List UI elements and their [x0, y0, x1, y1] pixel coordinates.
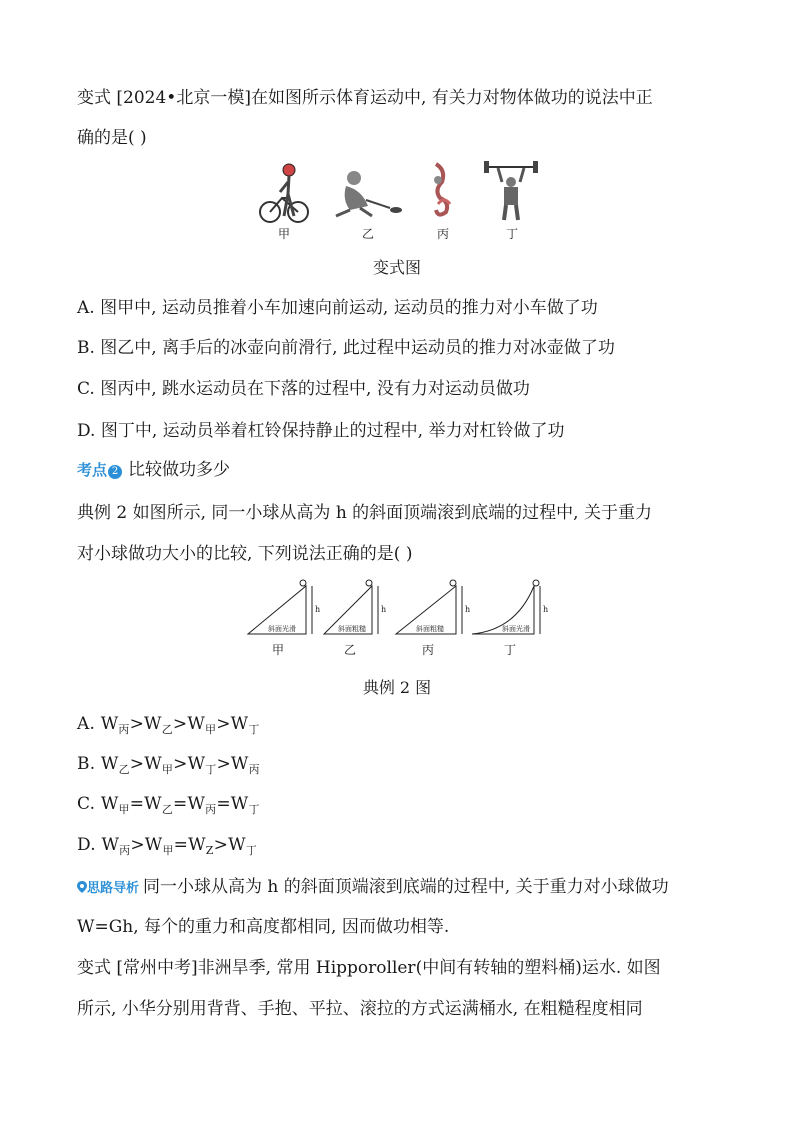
location-pin-icon [77, 881, 87, 893]
variant1-question-line2: 确的是( ) [77, 128, 147, 148]
hint-badge [77, 878, 139, 900]
figure1-caption: 变式图 [372, 258, 421, 277]
sports-figure [250, 160, 550, 242]
work-subscript: 甲 [162, 844, 174, 857]
option-c: C. 图丙中, 跳水运动员在下落的过程中, 没有力对运动员做功 [77, 379, 530, 399]
work-subscript: 乙 [161, 803, 174, 816]
slope-label-jia: 斜面光滑 [268, 625, 296, 633]
work-subscript: 丙 [205, 803, 217, 816]
variant1-question-line1: 变式 [2024•北京一模]在如图所示体育运动中, 有关力对物体做功的说法中正 [77, 88, 653, 108]
slope-label-ding: 斜面光滑 [502, 625, 530, 633]
figure1-label-jia: 甲 [277, 227, 291, 241]
work-subscript: 丙 [248, 763, 260, 776]
figure-bing-diver [434, 164, 450, 215]
option-b: B. 图乙中, 离手后的冰壶向前滑行, 此过程中运动员的推力对冰壶做了功 [77, 338, 615, 358]
figure1-label-yi: 乙 [361, 227, 375, 241]
hint-line1 [77, 876, 722, 900]
option-prefix: C. [77, 794, 101, 814]
work-term: $W_乙$ [100, 754, 130, 776]
incline-figure [244, 578, 550, 660]
figure2-label-yi: 乙 [343, 643, 357, 657]
work-term: $=W_Z$ [173, 835, 214, 857]
figure1-label-ding: 丁 [505, 227, 519, 241]
figure-jia-cyclist [260, 164, 308, 222]
work-term: $>W_丁$ [173, 754, 217, 776]
work-term: $>W_丁$ [216, 714, 260, 736]
option2-d [77, 834, 722, 856]
hint-line2: W=Gh, 每个的重力和高度都相同, 因而做功相等. [77, 917, 450, 937]
example2-question-line1: 典例 2 如图所示, 同一小球从高为 h 的斜面顶端滚到底端的过程中, 关于重力 [77, 503, 652, 523]
h-label-ding: h [543, 605, 549, 614]
figure-ding-weightlifter [484, 161, 538, 220]
work-term: $W_丙$ [101, 835, 131, 857]
figure1-label-bing: 丙 [436, 227, 450, 241]
option-prefix: D. [77, 835, 102, 855]
variant2-question-line2: 所示, 小华分别用背背、手抱、平拉、滚拉的方式运满桶水, 在粗糙程度相同 [77, 999, 643, 1019]
option-a: A. 图甲中, 运动员推着小车加速向前运动, 运动员的推力对小车做了功 [77, 298, 598, 318]
work-term: $>W_甲$ [130, 835, 174, 857]
figure-yi-curler [336, 171, 402, 216]
work-subscript: 甲 [161, 763, 174, 776]
variant2-question-line1: 变式 [常州中考]非洲旱季, 常用 Hipporoller(中间有转轴的塑料桶)运水. 如图 [77, 958, 661, 978]
option2-a [77, 713, 722, 735]
option-d: D. 图丁中, 运动员举着杠铃保持静止的过程中, 举力对杠铃做了功 [77, 421, 565, 441]
hint-text-line1: 同一小球从高为 h 的斜面顶端滚到底端的过程中, 关于重力对小球做功 [143, 877, 669, 897]
h-label-jia: h [315, 605, 321, 614]
kaodian-title: 比较做功多少 [128, 460, 231, 480]
figure2-label-bing: 丙 [421, 643, 435, 657]
work-subscript: 丁 [205, 763, 217, 776]
h-label-bing: h [465, 605, 471, 614]
work-term: $>W_乙$ [129, 714, 173, 736]
work-subscript: 丁 [248, 803, 260, 816]
hint-badge-label: 思路导析 [87, 881, 140, 896]
work-subscript: 乙 [161, 723, 173, 736]
work-term: $>W_丁$ [213, 835, 257, 857]
h-label-yi: h [381, 605, 387, 614]
work-subscript: 丙 [118, 723, 130, 736]
work-term: $W_丙$ [100, 714, 130, 736]
kaodian-badge: 考点 [77, 461, 108, 479]
work-term: $W_甲$ [100, 794, 130, 816]
option2-c [77, 793, 722, 815]
work-term: $>W_丙$ [216, 754, 260, 776]
figure2-label-jia: 甲 [271, 643, 285, 657]
option-prefix: A. [77, 714, 101, 734]
work-subscript: 丁 [248, 723, 260, 736]
work-subscript: 丙 [119, 844, 131, 857]
work-term: $=W_丙$ [173, 794, 217, 816]
option-prefix: B. [77, 754, 101, 774]
work-subscript: 乙 [118, 763, 130, 776]
work-subscript: 甲 [118, 803, 130, 816]
work-term: $=W_丁$ [216, 794, 260, 816]
slope-label-bing: 斜面粗糙 [416, 625, 444, 633]
example2-question-line2: 对小球做功大小的比较, 下列说法正确的是( ) [77, 544, 413, 564]
work-subscript: 丁 [245, 844, 257, 857]
option2-b [77, 753, 722, 775]
slope-label-yi: 斜面粗糙 [338, 625, 366, 633]
work-subscript: Z [205, 844, 214, 857]
work-term: $>W_甲$ [172, 714, 217, 736]
figure2-label-ding: 丁 [503, 643, 517, 657]
kaodian-heading [77, 459, 722, 481]
figure2-caption: 典例 2 图 [362, 678, 432, 697]
work-term: $=W_乙$ [129, 794, 174, 816]
work-subscript: 甲 [205, 723, 217, 736]
kaodian-number: 2 [108, 465, 122, 479]
work-term: $>W_甲$ [129, 754, 174, 776]
